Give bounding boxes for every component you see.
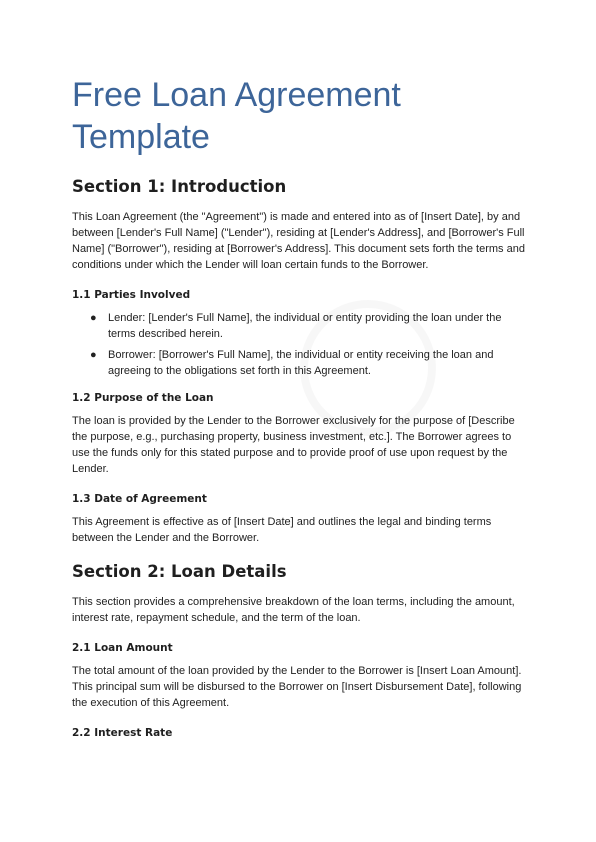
party-lender-text: Lender: [Lender's Full Name], the individual or entity providing the loan under the terms described herein. bbox=[108, 312, 502, 340]
section-2-intro: This section provides a comprehensive breakdown of the loan terms, including the amount, interest rate, repayment schedule, and the term of the loan. bbox=[72, 596, 515, 624]
section-1-heading: Section 1: Introduction bbox=[72, 177, 287, 196]
list-item bbox=[90, 310, 526, 342]
interest-rate-heading: 2.2 Interest Rate bbox=[72, 727, 173, 739]
party-borrower-text: Borrower: [Borrower's Full Name], the individual or entity receiving the loan and agreeing to the obligations set forth in this Agreement. bbox=[108, 349, 494, 377]
bullet-icon: ● bbox=[90, 349, 97, 361]
purpose-text: The loan is provided by the Lender to the Borrower exclusively for the purpose of [Describe the purpose, e.g., purchasing property, business investment, etc.]. The Borrower agrees to use the funds only for this stated purpose and to provide proof of use upon request by the Lender. bbox=[72, 415, 515, 475]
date-heading: 1.3 Date of Agreement bbox=[72, 493, 207, 505]
document-title: Free Loan Agreement Template bbox=[72, 76, 401, 156]
document-page bbox=[72, 74, 526, 748]
list-item bbox=[90, 347, 526, 379]
bullet-icon: ● bbox=[90, 312, 97, 324]
purpose-heading: 1.2 Purpose of the Loan bbox=[72, 392, 214, 404]
loan-amount-text: The total amount of the loan provided by the Lender to the Borrower is [Insert Loan Amount]. This principal sum will be disbursed to the Borrower on [Insert Disbursement Date], following the execution of this Agreement. bbox=[72, 665, 522, 709]
section-2-heading: Section 2: Loan Details bbox=[72, 562, 287, 581]
date-text: This Agreement is effective as of [Insert Date] and outlines the legal and binding terms between the Lender and the Borrower. bbox=[72, 516, 492, 544]
parties-heading: 1.1 Parties Involved bbox=[72, 289, 191, 301]
loan-amount-heading: 2.1 Loan Amount bbox=[72, 642, 173, 654]
section-1-intro: This Loan Agreement (the "Agreement") is made and entered into as of [Insert Date], by and between [Lender's Full Name] ("Lender"), residing at [Lender's Address], and [Borrower's Full Name] ("Borrower"), residing at [Borrower's Address]. This document sets forth the terms and conditions under which the Lender will loan certain funds to the Borrower. bbox=[72, 211, 525, 271]
parties-list bbox=[72, 310, 526, 379]
